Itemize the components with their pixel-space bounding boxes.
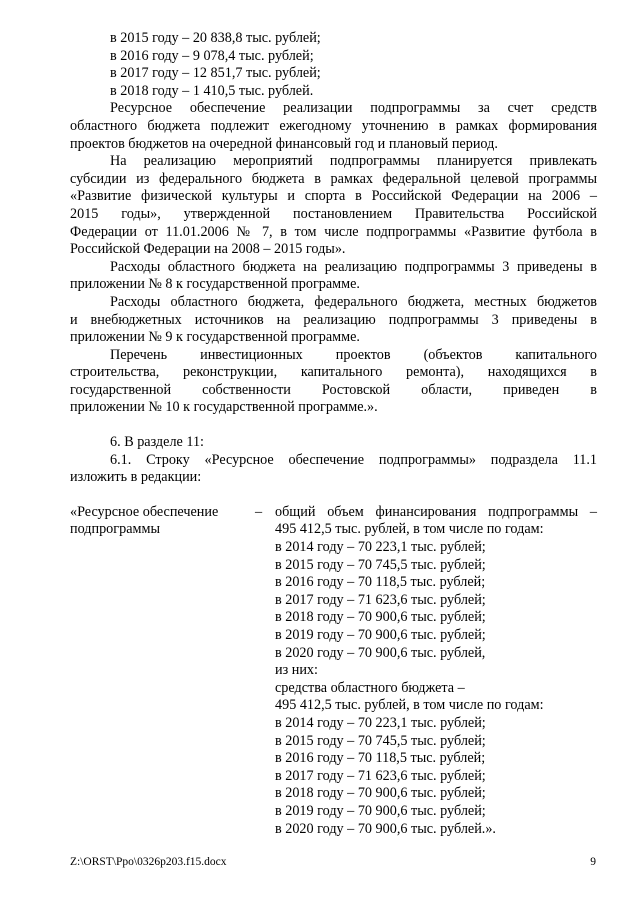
resource-line: в 2015 году – 70 745,5 тыс. рублей; (275, 732, 486, 749)
footer-file-path: Z:\ORST\Ppo\0326p203.f15.docx (70, 856, 227, 868)
paragraph-line: областного бюджета подлежит ежегодному уточнению в рамках формирования (70, 117, 597, 134)
resource-line: общий объем финансирования подпрограммы – (275, 503, 597, 520)
resource-details (275, 504, 597, 838)
year-line: в 2018 году – 1 410,5 тыс. рублей. (110, 82, 314, 99)
paragraph-line: государственной собственности Ростовской области, приведен в (70, 381, 597, 398)
top-year-list (70, 30, 597, 100)
document-page (70, 30, 597, 838)
resource-line: в 2019 году – 70 900,6 тыс. рублей; (275, 802, 486, 819)
paragraph-line: Ресурсное обеспечение реализации подпрограммы за счет средств (110, 100, 597, 117)
paragraph-line: Перечень инвестиционных проектов (объектов капитального (110, 346, 597, 363)
paragraph-federal-subsidies (70, 153, 597, 259)
paragraph-line: проектов бюджетов на очередной финансовый год и плановый период. (70, 135, 498, 152)
paragraph-line: и внебюджетных источников на реализацию подпрограммы 3 приведены в (70, 311, 597, 328)
year-line: в 2016 году – 9 078,4 тыс. рублей; (110, 47, 314, 64)
paragraph-line: «Развитие физической культуры и спорта в Российской Федерации на 2006 – (70, 188, 597, 205)
paragraph-line: Российской Федерации на 2008 – 2015 годы». (70, 241, 346, 258)
resource-label-line: «Ресурсное обеспечение (70, 503, 219, 520)
year-line: в 2017 году – 12 851,7 тыс. рублей; (110, 65, 321, 82)
resource-line: в 2014 году – 70 223,1 тыс. рублей; (275, 539, 486, 556)
paragraph-appendix-8 (70, 259, 597, 294)
paragraph-budget-clarification (70, 100, 597, 153)
resource-line: 495 412,5 тыс. рублей, в том числе по годам: (275, 697, 544, 714)
paragraph-appendix-9 (70, 294, 597, 347)
resource-label-line: подпрограммы (70, 521, 160, 538)
paragraph-line: приложении № 8 к государственной программе. (70, 276, 360, 293)
resource-line: в 2014 году – 70 223,1 тыс. рублей; (275, 714, 486, 731)
resource-line: 495 412,5 тыс. рублей, в том числе по годам: (275, 521, 544, 538)
resource-line: в 2018 году – 70 900,6 тыс. рублей; (275, 785, 486, 802)
paragraph-line: Расходы областного бюджета, федерального бюджета, местных бюджетов (110, 293, 597, 310)
paragraph-line: Федерации от 11.01.2006 № 7, в том числе подпрограммы «Развитие футбола в (70, 223, 597, 240)
resource-provision-block (70, 504, 597, 838)
resource-line: в 2020 году – 70 900,6 тыс. рублей.». (275, 820, 496, 837)
paragraph-line: строительства, реконструкции, капитального ремонта), находящихся в (70, 364, 597, 381)
section-heading: 6. В разделе 11: (110, 434, 204, 451)
resource-line: в 2016 году – 70 118,5 тыс. рублей; (275, 574, 486, 591)
resource-line: из них: (275, 662, 318, 679)
paragraph-appendix-10 (70, 347, 597, 417)
resource-line: в 2020 году – 70 900,6 тыс. рублей, (275, 644, 486, 661)
resource-line: в 2017 году – 71 623,6 тыс. рублей; (275, 591, 486, 608)
paragraph-line: приложении № 9 к государственной программе. (70, 329, 360, 346)
page-number: 9 (590, 856, 596, 868)
resource-line: в 2016 году – 70 118,5 тыс. рублей; (275, 750, 486, 767)
paragraph-line: 6.1. Строку «Ресурсное обеспечение подпрограммы» подраздела 11.1 (110, 451, 597, 468)
paragraph-line: приложении № 10 к государственной программе.». (70, 399, 378, 416)
year-line: в 2015 году – 20 838,8 тыс. рублей; (110, 30, 321, 46)
resource-line: в 2019 году – 70 900,6 тыс. рублей; (275, 627, 486, 643)
paragraph-line: 2015 годы», утвержденной постановлением Правительства Российской (70, 205, 597, 222)
resource-line: в 2015 году – 70 745,5 тыс. рублей; (275, 556, 486, 573)
paragraph-line: Расходы областного бюджета на реализацию подпрограммы 3 приведены в (110, 258, 597, 275)
paragraph-line: На реализацию мероприятий подпрограммы планируется привлекать (110, 153, 597, 170)
resource-dash: – (255, 503, 263, 520)
resource-line: в 2017 году – 71 623,6 тыс. рублей; (275, 767, 486, 784)
resource-line: в 2018 году – 70 900,6 тыс. рублей; (275, 609, 486, 626)
subsection-instruction (70, 452, 597, 487)
resource-label (70, 504, 255, 838)
resource-line: средства областного бюджета – (275, 679, 465, 696)
paragraph-line: субсидии из федерального бюджета в рамках федеральной целевой программы (70, 170, 597, 187)
paragraph-line: изложить в редакции: (70, 469, 202, 486)
